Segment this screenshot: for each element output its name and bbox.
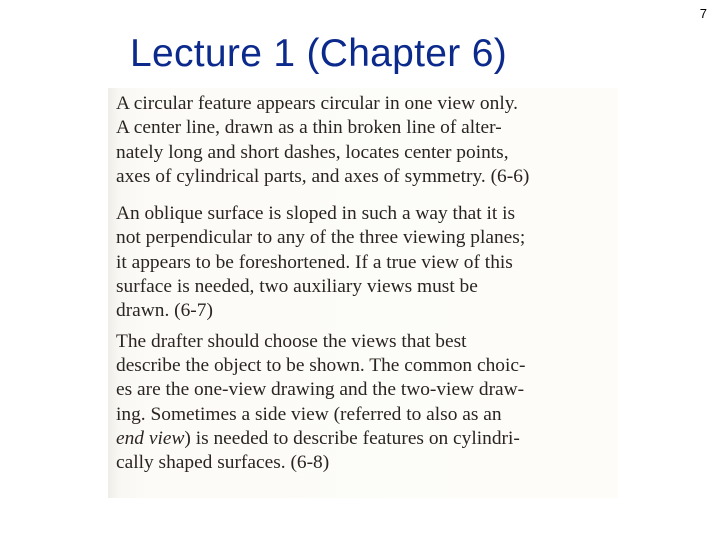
text-line: A center line, drawn as a thin broken line of alter- — [116, 117, 502, 139]
text-line: cally shaped surfaces. (6-8) — [116, 452, 330, 474]
slide-title: Lecture 1 (Chapter 6) — [130, 32, 507, 75]
italic-term: end view — [116, 427, 185, 449]
text-line: drawn. (6-7) — [116, 300, 213, 322]
paragraph-oblique-surface — [116, 202, 618, 323]
paragraph-choosing-views — [116, 330, 618, 476]
text-line: describe the object to be shown. The common choic- — [116, 354, 526, 376]
text-line: ing. Sometimes a side view (referred to also as an — [116, 403, 502, 425]
text-line: A circular feature appears circular in one view only. — [116, 93, 518, 114]
text-line-with-italic — [116, 427, 618, 451]
text-line: An oblique surface is sloped in such a way that it is — [116, 203, 516, 225]
scanned-text-image — [108, 88, 618, 498]
text-line: nately long and short dashes, locates center points, — [116, 141, 509, 163]
text-line: The drafter should choose the views that best — [116, 330, 467, 352]
paragraph-circular-features — [116, 92, 618, 189]
text-fragment: ) is needed to describe features on cylindri- — [184, 427, 520, 449]
text-line: surface is needed, two auxiliary views must be — [116, 276, 478, 298]
text-line: it appears to be foreshortened. If a true view of this — [116, 251, 513, 273]
text-line: es are the one-view drawing and the two-view draw- — [116, 379, 525, 401]
page-number: 7 — [699, 6, 707, 21]
text-line: not perpendicular to any of the three viewing planes; — [116, 227, 526, 249]
text-line: axes of cylindrical parts, and axes of symmetry. (6-6) — [116, 165, 530, 187]
